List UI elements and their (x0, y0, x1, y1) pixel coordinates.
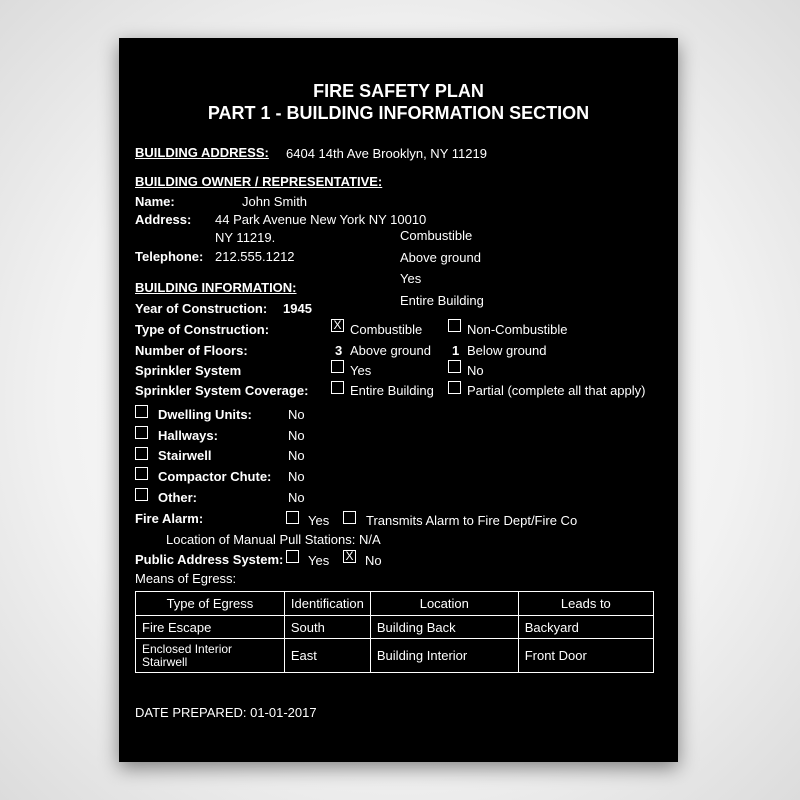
other-value: No (288, 490, 305, 505)
non-combustible-checkbox[interactable] (448, 319, 461, 332)
coverage-label: Sprinkler System Coverage: (135, 383, 309, 398)
sprinkler-no-checkbox[interactable] (448, 360, 461, 373)
header-type: Type of Egress (136, 592, 285, 616)
coverage-entire-label: Entire Building (350, 383, 434, 398)
owner-name-label: Name: (135, 194, 175, 209)
table-cell: Fire Escape (136, 616, 285, 639)
year-label: Year of Construction: (135, 301, 268, 316)
compactor-chute-checkbox[interactable] (135, 467, 148, 480)
fire-alarm-yes-label: Yes (308, 513, 330, 528)
fire-alarm-yes-checkbox[interactable] (286, 511, 299, 524)
sprinkler-label: Sprinkler System (135, 363, 242, 378)
combustible-checkbox[interactable]: X (331, 319, 344, 332)
hallways-checkbox[interactable] (135, 426, 148, 439)
dwelling-units-label: Dwelling Units: (158, 407, 252, 422)
header-identification: Identification (284, 592, 370, 616)
coverage-entire-checkbox[interactable] (331, 381, 344, 394)
overlay-text-entire-building: Entire Building (400, 293, 484, 308)
overlay-text-yes: Yes (400, 271, 422, 286)
pa-yes-checkbox[interactable] (286, 550, 299, 563)
egress-table (135, 591, 654, 673)
building-address-label: BUILDING ADDRESS: (135, 145, 269, 160)
hallways-value: No (288, 428, 305, 443)
floors-below-label: Below ground (467, 343, 547, 358)
table-cell: Enclosed Interior Stairwell (136, 639, 285, 673)
floors-above-count: 3 (335, 343, 343, 358)
overlay-text-combustible: Combustible (400, 228, 473, 243)
owner-address-line1: 44 Park Avenue New York NY 10010 (215, 212, 427, 227)
pa-system-label: Public Address System: (135, 552, 284, 567)
fire-safety-plan-sign (119, 38, 678, 762)
pull-stations-text: Location of Manual Pull Stations: N/A (166, 532, 381, 547)
header-location: Location (370, 592, 518, 616)
owner-name: John Smith (242, 194, 308, 209)
title-line-2: PART 1 - BUILDING INFORMATION SECTION (207, 103, 590, 123)
table-row (136, 639, 654, 673)
dwelling-units-value: No (288, 407, 305, 422)
compactor-chute-label: Compactor Chute: (158, 469, 272, 484)
table-cell: East (284, 639, 370, 673)
table-row (136, 616, 654, 639)
owner-phone: 212.555.1212 (215, 249, 295, 264)
table-cell: Building Interior (370, 639, 518, 673)
hallways-label: Hallways: (158, 428, 218, 443)
construction-type-label: Type of Construction: (135, 322, 270, 337)
floors-below-count: 1 (452, 343, 460, 358)
floors-above-label: Above ground (350, 343, 431, 358)
stairwell-checkbox[interactable] (135, 447, 148, 460)
owner-address-label: Address: (135, 212, 192, 227)
building-info-heading: BUILDING INFORMATION: (135, 280, 297, 295)
pa-yes-label: Yes (308, 553, 330, 568)
table-header-row (136, 592, 654, 616)
overlay-text-above-ground: Above ground (400, 250, 481, 265)
pa-no-label: No (365, 553, 382, 568)
table-cell: Backyard (518, 616, 653, 639)
stairwell-value: No (288, 448, 305, 463)
coverage-partial-checkbox[interactable] (448, 381, 461, 394)
other-label: Other: (158, 490, 197, 505)
sprinkler-no-label: No (467, 363, 484, 378)
other-checkbox[interactable] (135, 488, 148, 501)
year-value: 1945 (283, 301, 312, 316)
title-line-1: FIRE SAFETY PLAN (313, 81, 484, 101)
sprinkler-yes-checkbox[interactable] (331, 360, 344, 373)
sprinkler-yes-label: Yes (350, 363, 372, 378)
fire-alarm-label: Fire Alarm: (135, 511, 204, 526)
dwelling-units-checkbox[interactable] (135, 405, 148, 418)
coverage-partial-label: Partial (complete all that apply) (467, 383, 646, 398)
stairwell-label: Stairwell (158, 448, 212, 463)
table-cell: Front Door (518, 639, 653, 673)
compactor-chute-value: No (288, 469, 305, 484)
building-address-value: 6404 14th Ave Brooklyn, NY 11219 (286, 146, 487, 161)
non-combustible-option: Non-Combustible (467, 322, 568, 337)
means-of-egress-label: Means of Egress: (135, 571, 237, 586)
owner-phone-label: Telephone: (135, 249, 204, 264)
transmits-alarm-checkbox[interactable] (343, 511, 356, 524)
table-cell: South (284, 616, 370, 639)
floors-label: Number of Floors: (135, 343, 248, 358)
owner-heading: BUILDING OWNER / REPRESENTATIVE: (135, 174, 383, 189)
table-cell: Building Back (370, 616, 518, 639)
date-prepared: DATE PREPARED: 01-01-2017 (135, 705, 317, 720)
transmits-alarm-label: Transmits Alarm to Fire Dept/Fire Co (366, 513, 578, 528)
combustible-option: Combustible (350, 322, 423, 337)
header-leads-to: Leads to (518, 592, 653, 616)
pa-no-checkbox[interactable]: X (343, 550, 356, 563)
owner-address-line2: NY 11219. (215, 230, 276, 245)
